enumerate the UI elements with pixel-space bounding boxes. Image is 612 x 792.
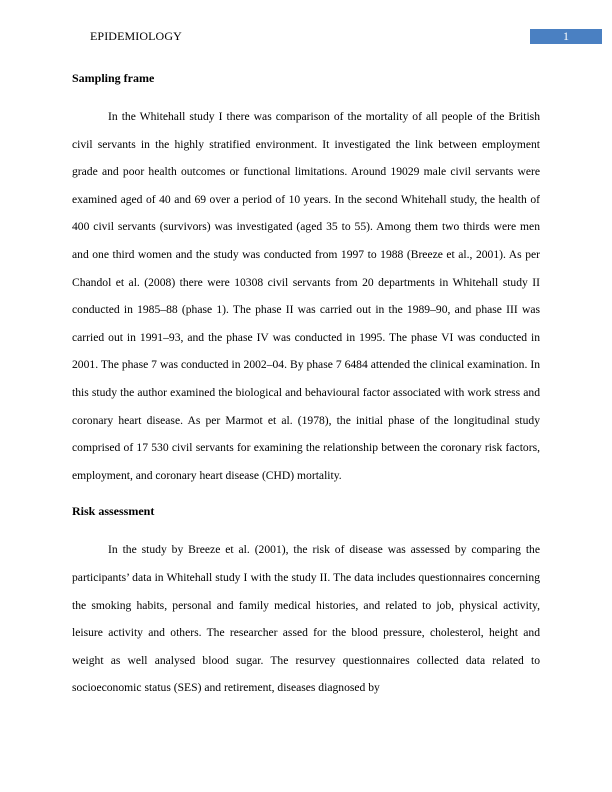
section-heading-sampling-frame: Sampling frame [72,71,155,85]
paragraph-sampling-frame: In the Whitehall study I there was comparison of the mortality of all people of the British civil servants in the highly stratified environment. It investigated the link between employment grade and poor health outcomes or functional limitations. Around 19029 male civil servants were examined aged of 40 and 69 over a period of 10 years. In the second Whitehall study, the health of 400 civil servants (survivors) was investigated (aged 35 to 55). Among them two thirds were men and one third women and the study was conducted from 1997 to 1988 (Breeze et al., 2001). As per Chandol et al. (2008) there were 10308 civil servants from 20 departments in Whitehall study II conducted in 1985–88 (phase 1). The phase II was carried out in the 1989–90, and phase III was carried out in 1991–93, and the phase IV was conducted in 1995. The phase VI was conducted in 2001. The phase 7 was conducted in 2002–04. By phase 7 6484 attended the clinical examination. In this study the author examined the biological and behavioural factor associated with work stress and coronary heart disease. As per Marmot et al. (1978), the initial phase of the longitudinal study comprised of 17 530 civil servants for examining the relationship between the coronary risk factors, employment, and coronary heart disease (CHD) mortality. [72,110,540,482]
running-head: EPIDEMIOLOGY [90,29,182,43]
paragraph-risk-assessment: In the study by Breeze et al. (2001), the risk of disease was assessed by comparing the participants’ data in Whitehall study I with the study II. The data includes questionnaires concerning the smoking habits, personal and family medical histories, and related to job, physical activity, leisure activity and others. The researcher assed for the blood pressure, cholesterol, height and weight as well analysed blood sugar. The resurvey questionnaires collected data related to socioeconomic status (SES) and retirement, diseases diagnosed by [72,543,540,695]
document-body [72,70,540,702]
page-number: 1 [530,29,602,44]
section-heading-risk-assessment: Risk assessment [72,504,155,519]
